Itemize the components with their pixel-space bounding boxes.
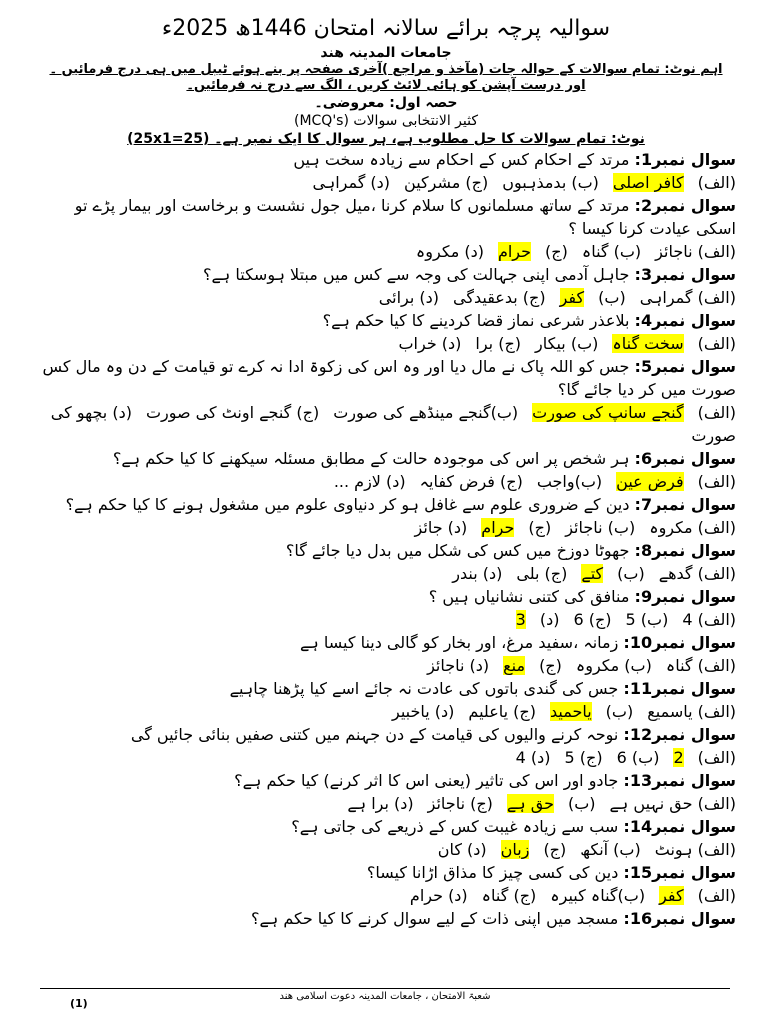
note-line-2: اور درست آپشن کو ہائی لائٹ کریں ، الگ سے درج نہ فرمائیں۔ xyxy=(186,78,586,93)
option[interactable]: (ج) 5 xyxy=(564,748,603,767)
option-row xyxy=(36,516,736,539)
question-text xyxy=(36,148,736,171)
option[interactable]: (الف) xyxy=(697,472,736,491)
question-body: دین کی کسی چیز کا مذاق اڑانا کیسا؟ xyxy=(366,863,624,882)
option[interactable]: (الف) حق نہیں ہے xyxy=(609,794,736,813)
highlighted-answer[interactable]: حرام xyxy=(497,242,532,261)
question-body: ہر شخص پر اس کی موجودہ حالت کے مطابق مسئلہ سیکھنے کا کیا حکم ہے؟ xyxy=(112,449,635,468)
option[interactable]: (ب)گناہ کبیرہ xyxy=(550,886,646,905)
option[interactable]: (د) جائز xyxy=(414,518,468,537)
highlighted-answer[interactable]: کفر xyxy=(559,288,585,307)
question-number: سوال نمبر8: xyxy=(634,541,736,560)
question-number: سوال نمبر5: xyxy=(634,357,736,376)
option[interactable]: (الف) xyxy=(697,403,736,422)
option[interactable]: (ج) یاعلیم xyxy=(468,702,536,721)
option[interactable]: (ج) گنجے اونٹ کی صورت xyxy=(145,403,320,422)
option[interactable]: (ب) 5 xyxy=(625,610,669,629)
option-row xyxy=(36,562,736,585)
option[interactable]: (د) برائی xyxy=(378,288,440,307)
option-row xyxy=(36,700,736,723)
option[interactable]: (الف) ناجائز xyxy=(655,242,736,261)
option[interactable]: (د) بندر xyxy=(452,564,503,583)
question-text xyxy=(36,907,736,930)
option[interactable]: (ب)گنجے مینڈھے کی صورت xyxy=(333,403,519,422)
option[interactable]: (الف) xyxy=(697,748,736,767)
option[interactable]: (د) ناجائز xyxy=(427,656,490,675)
question-body: زمانہ ،سفید مرغ، اور بخار کو گالی دینا کیسا ہے xyxy=(300,633,624,652)
question-number: سوال نمبر4: xyxy=(634,311,736,330)
question-body: نوحہ کرنے والیوں کی قیامت کے دن جہنم میں کتنی صفیں بنائی جائیں گی xyxy=(130,725,624,744)
question-number: سوال نمبر13: xyxy=(623,771,736,790)
option[interactable]: (الف) گمراہی xyxy=(639,288,736,307)
question-text xyxy=(36,631,736,654)
question-text xyxy=(36,309,736,332)
question-text xyxy=(36,815,736,838)
highlighted-answer[interactable]: یاحمید xyxy=(549,702,592,721)
question-text xyxy=(36,539,736,562)
option[interactable]: (د) 4 xyxy=(515,748,551,767)
question-number: سوال نمبر16: xyxy=(623,909,736,928)
option[interactable]: (ب) آنکھ xyxy=(580,840,641,859)
option[interactable]: (ج) ناجائز xyxy=(427,794,493,813)
option-row xyxy=(36,884,736,907)
question-body: مرتد کے ساتھ مسلمانوں کا سلام کرنا ،میل جول نشست و برخاست اور بیمار پڑے تو اسکی عیادت کرنا کیسا ؟ xyxy=(74,196,736,238)
note-line-1: اہم نوٹ: تمام سوالات کے حوالہ جات (مآخذ و مراجع )آخری صفحہ پر بنے ہوئے ٹیبل میں ہی درج فرمائیں ۔ xyxy=(49,62,723,77)
option[interactable]: (ب) xyxy=(598,288,626,307)
option[interactable]: (ب) xyxy=(605,702,634,721)
question-number: سوال نمبر15: xyxy=(623,863,736,882)
highlighted-answer[interactable]: گنجے سانپ کی صورت xyxy=(532,403,684,422)
option[interactable]: (ج) xyxy=(543,840,567,859)
option[interactable]: (ج) بلی xyxy=(516,564,568,583)
highlighted-answer[interactable]: کفر xyxy=(659,886,684,905)
option-row xyxy=(36,240,736,263)
option[interactable]: (ب) ناجائز xyxy=(565,518,636,537)
question-body: جس کی گندی باتوں کی عادت نہ جائے اسے کیا پڑھنا چاہیے xyxy=(229,679,624,698)
option[interactable]: (ج) xyxy=(528,518,552,537)
option[interactable]: (الف) xyxy=(697,173,736,192)
option-row xyxy=(36,332,736,355)
question-body: دین کے ضروری علوم سے غافل ہو کر دنیاوی علوم میں مشغول ہونے کا کیا حکم ہے؟ xyxy=(65,495,635,514)
option[interactable]: (الف) xyxy=(697,334,736,353)
question-number: سوال نمبر9: xyxy=(634,587,736,606)
option-row xyxy=(36,608,736,631)
section-heading: حصہ اول: معروضی۔ xyxy=(314,95,458,111)
option[interactable]: (الف) xyxy=(697,886,736,905)
question-body: جس کو اللہ پاک نے مال دیا اور وہ اس کی زکوۃ ادا نہ کرے تو قیامت کے دن وہ مال کس صورت میں کر دیا جائے گا؟ xyxy=(42,357,736,399)
question-text xyxy=(36,493,736,516)
question-body: منافق کی کتنی نشانیاں ہیں ؟ xyxy=(428,587,635,606)
question-text xyxy=(36,194,736,240)
question-text xyxy=(36,355,736,401)
question-text xyxy=(36,723,736,746)
option[interactable]: (ب) xyxy=(617,564,645,583)
option[interactable]: (الف) مکروہ xyxy=(649,518,736,537)
option[interactable]: (الف) گناہ xyxy=(665,656,736,675)
question-body: جھوٹا دوزخ میں کس کی شکل میں بدل دیا جائے گا؟ xyxy=(285,541,635,560)
question-text xyxy=(36,769,736,792)
highlighted-answer[interactable]: فرض عین xyxy=(616,472,684,491)
question-body: مرتد کے احکام کس کے احکام سے زیادہ سخت ہیں xyxy=(293,150,635,169)
question-body: مسجد میں اپنی ذات کے لیے سوال کرنے کا کیا حکم ہے؟ xyxy=(251,909,624,928)
option[interactable]: (ج) xyxy=(545,242,568,261)
highlighted-answer[interactable]: سخت گناہ xyxy=(612,334,684,353)
page-title: سوالیہ پرچہ برائے سالانہ امتحان 1446ھ 2025ء xyxy=(161,16,611,41)
mcq-heading: کثیر الانتخابی سوالات (MCQ's) xyxy=(293,113,479,129)
option-row xyxy=(36,171,736,194)
highlighted-answer[interactable]: کافر اصلی xyxy=(612,173,684,192)
option[interactable]: (د) یاخبیر xyxy=(392,702,455,721)
option[interactable]: (ب) بدمذہبوں xyxy=(502,173,599,192)
question-text xyxy=(36,263,736,286)
question-number: سوال نمبر14: xyxy=(623,817,736,836)
option[interactable]: (ج) فرض کفایہ xyxy=(419,472,523,491)
highlighted-answer[interactable]: حرام xyxy=(481,518,515,537)
question-body: جادو اور اس کی تاثیر (یعنی اس کا اثر کرنے) کیا حکم ہے؟ xyxy=(234,771,624,790)
option[interactable]: (الف) گدھے xyxy=(658,564,736,583)
option[interactable]: (الف) یاسمیع xyxy=(647,702,736,721)
option[interactable]: (د) خراب xyxy=(398,334,462,353)
option[interactable]: (ج) گناہ xyxy=(481,886,537,905)
question-text xyxy=(36,861,736,884)
page-number: (1) xyxy=(70,997,88,1010)
highlighted-answer[interactable]: حق ہے xyxy=(506,794,554,813)
question-body: جاہل آدمی اپنی جہالت کی وجہ سے کس میں مبتلا ہوسکتا ہے؟ xyxy=(203,265,635,284)
option[interactable]: (ج) برا xyxy=(475,334,522,353)
option-row xyxy=(36,838,736,861)
option[interactable]: (ب) بیکار xyxy=(535,334,599,353)
exam-page xyxy=(36,14,736,930)
question-text xyxy=(36,677,736,700)
option-row xyxy=(36,401,736,447)
option[interactable]: (ج) xyxy=(539,656,562,675)
option[interactable]: (د) بچھو کی صورت xyxy=(50,403,736,445)
highlighted-answer[interactable]: 3 xyxy=(515,610,526,629)
question-list xyxy=(36,148,736,930)
option-row xyxy=(36,792,736,815)
option[interactable]: (ب)واجب xyxy=(536,472,603,491)
question-number: سوال نمبر7: xyxy=(634,495,736,514)
option-row xyxy=(36,470,736,493)
option[interactable]: (ج) مشرکین xyxy=(404,173,489,192)
option[interactable]: (د) مکروہ xyxy=(415,242,484,261)
instruction-note: نوٹ: تمام سوالات کا حل مطلوب ہے، ہر سوال کا ایک نمبر ہے۔ (25x1=25) xyxy=(127,131,645,147)
option[interactable]: (الف) 4 xyxy=(682,610,736,629)
question-number: سوال نمبر3: xyxy=(634,265,736,284)
option[interactable]: (د) لازم ... xyxy=(333,472,406,491)
option[interactable]: (د) حرام xyxy=(409,886,468,905)
question-body: بلاعذر شرعی نماز قضا کردینے کا کیا حکم ہے؟ xyxy=(322,311,635,330)
option[interactable]: (ج) 6 xyxy=(573,610,612,629)
option[interactable]: (ج) بدعقیدگی xyxy=(453,288,546,307)
option[interactable]: (د) xyxy=(539,610,560,629)
highlighted-answer[interactable]: منع xyxy=(503,656,526,675)
option[interactable]: (الف) ہونٹ xyxy=(654,840,736,859)
question-number: سوال نمبر10: xyxy=(623,633,736,652)
page-footer xyxy=(40,988,730,1019)
question-number: سوال نمبر12: xyxy=(623,725,736,744)
option[interactable]: (د) گمراہی xyxy=(312,173,391,192)
highlighted-answer[interactable]: 2 xyxy=(673,748,684,767)
institution-name: جامعات المدینہ ھند xyxy=(320,45,452,61)
option[interactable]: (د) برا ہے xyxy=(347,794,414,813)
question-number: سوال نمبر2: xyxy=(634,196,736,215)
question-number: سوال نمبر1: xyxy=(634,150,736,169)
question-body: سب سے زیادہ غیبت کس کے ذریعے کی جاتی ہے؟ xyxy=(291,817,624,836)
option[interactable]: (ب) xyxy=(568,794,596,813)
option-row xyxy=(36,746,736,769)
option-row xyxy=(36,654,736,677)
question-text xyxy=(36,447,736,470)
option[interactable]: (ب) مکروہ xyxy=(575,656,652,675)
question-number: سوال نمبر6: xyxy=(634,449,736,468)
question-number: سوال نمبر11: xyxy=(623,679,736,698)
option[interactable]: (ب) گناہ xyxy=(581,242,642,261)
question-text xyxy=(36,585,736,608)
option-row xyxy=(36,286,736,309)
footer-text: شعبۃ الامتحان ، جامعات المدینہ دعوت اسلامی ھند xyxy=(279,991,491,1002)
option[interactable]: (ب) 6 xyxy=(616,748,660,767)
highlighted-answer[interactable]: کتے xyxy=(581,564,604,583)
option[interactable]: (د) کان xyxy=(437,840,487,859)
highlighted-answer[interactable]: زبان xyxy=(500,840,530,859)
